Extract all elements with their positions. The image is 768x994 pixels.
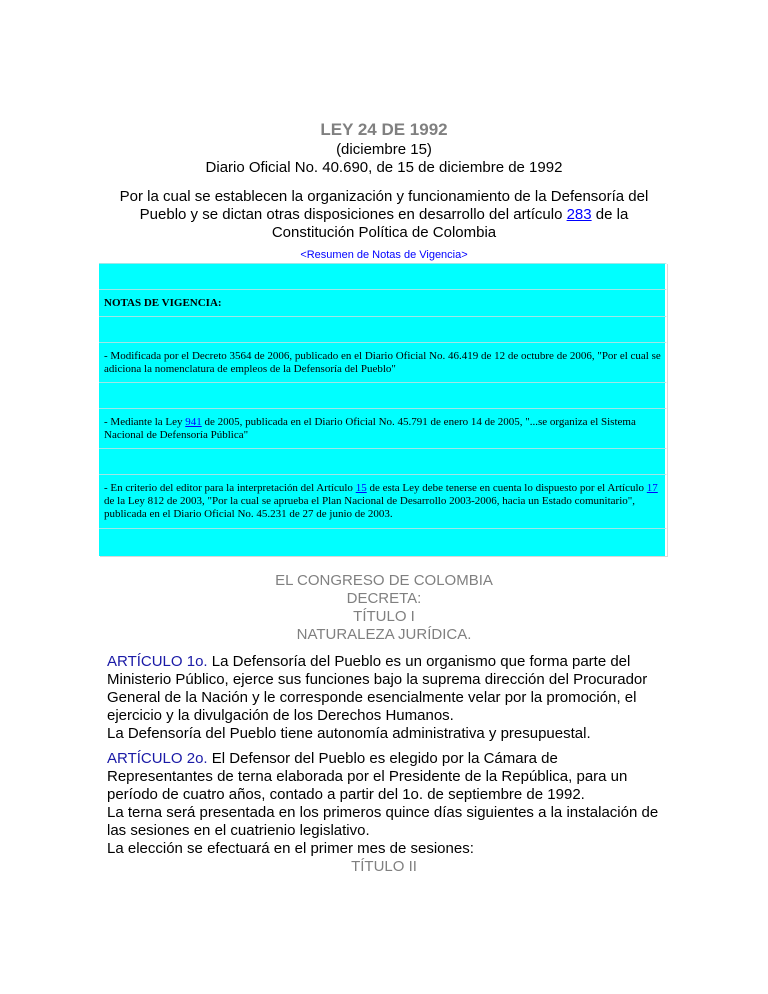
note-text: de esta Ley debe tenerse en cuenta lo dispuesto por el Artículo (366, 482, 647, 494)
ley-941-link[interactable]: 941 (185, 416, 202, 428)
resumen-notas-container (0, 249, 768, 262)
table-row-spacer (99, 448, 667, 474)
article-2-paragraph-3: La elección se efectuará en el primer mes de sesiones: (107, 840, 474, 857)
note-ley-941 (99, 408, 667, 448)
congreso-heading: EL CONGRESO DE COLOMBIA (275, 572, 493, 589)
article-1-paragraph-2: La Defensoría del Pueblo tiene autonomía administrativa y presupuestal. (107, 725, 591, 742)
titulo-1-heading: TÍTULO I (353, 608, 415, 625)
table-row-heading (99, 289, 667, 316)
empty-cell (99, 316, 667, 342)
titulo-1-name: NATURALEZA JURÍDICA. (296, 626, 472, 643)
titulo-2-heading: TÍTULO II (351, 858, 417, 875)
table-row-note (99, 342, 667, 382)
law-description (100, 188, 668, 242)
articulo-15-link[interactable]: 15 (355, 482, 367, 494)
article-2-paragraph-2: La terna será presentada en los primeros quince días siguientes a la instalación de las sesiones en el cuatrienio legislativo. (107, 804, 659, 839)
table-row-spacer (99, 316, 667, 342)
notas-vigencia-table (99, 263, 667, 556)
article-1-paragraph-1: La Defensoría del Pueblo es un organismo que forma parte del Ministerio Público, ejerce sus funciones bajo la suprema dirección del Procurador General de la Nación y le corresponde esencialmente velar por la promoción, el ejercicio y la divulgación de los Derechos Humanos. (107, 653, 648, 724)
empty-cell (99, 263, 667, 289)
empty-cell (99, 528, 667, 556)
intro-text-end: de la Constitución Política de Colombia (271, 206, 629, 241)
table-row-note (99, 474, 667, 528)
intro-text-start: Por la cual se establecen la organización y funcionamiento de la Defensoría del Pueblo y se dictan otras disposiciones en desarrollo del artículo (119, 188, 649, 223)
note-text: de la Ley 812 de 2003, "Por la cual se aprueba el Plan Nacional de Desarrollo 2003-2006, hacia un Estado comunitario", publicada en el Diario Oficial No. 45.231 de 27 de junio de 2003. (104, 495, 636, 520)
article-2-label: ARTÍCULO 2o. (107, 750, 208, 767)
notas-vigencia-heading: NOTAS DE VIGENCIA: (99, 289, 667, 316)
empty-cell (99, 448, 667, 474)
note-text: - Mediante la Ley (104, 416, 186, 428)
table-row-spacer (99, 263, 667, 289)
resumen-notas-vigencia-link[interactable]: <Resumen de Notas de Vigencia> (300, 249, 468, 261)
empty-cell (99, 382, 667, 408)
decreta-heading: DECRETA: (346, 590, 422, 607)
note-decreto-3564: - Modificada por el Decreto 3564 de 2006, publicado en el Diario Oficial No. 46.419 de 12 de octubre de 2006, "Por el cual se adiciona la nomenclatura de empleos de la Defensoría del Pueblo" (99, 342, 667, 382)
article-2 (107, 750, 667, 858)
law-date: (diciembre 15) (336, 141, 432, 158)
note-text: de 2005, publicada en el Diario Oficial No. 45.791 de enero 14 de 2005, "...se organiza el Sistema Nacional de Defensoría Pública" (104, 416, 636, 441)
article-1-label: ARTÍCULO 1o. (107, 653, 208, 670)
note-editor-criterio (99, 474, 667, 528)
decree-heading-block (0, 572, 768, 644)
table-row-spacer (99, 528, 667, 556)
articulo-17-link[interactable]: 17 (646, 482, 658, 494)
note-text: - En criterio del editor para la interpretación del Artículo (104, 482, 356, 494)
law-title: LEY 24 DE 1992 (320, 120, 448, 139)
table-row-spacer (99, 382, 667, 408)
table-row-note (99, 408, 667, 448)
article-1 (107, 653, 667, 743)
article-283-link[interactable]: 283 (566, 206, 592, 223)
diario-oficial-reference: Diario Oficial No. 40.690, de 15 de diciembre de 1992 (205, 159, 563, 176)
article-2-paragraph-1: El Defensor del Pueblo es elegido por la Cámara de Representantes de terna elaborada por el Presidente de la República, para un período de cuatro años, contado a partir del 1o. de septiembre de 1992. (107, 750, 628, 803)
